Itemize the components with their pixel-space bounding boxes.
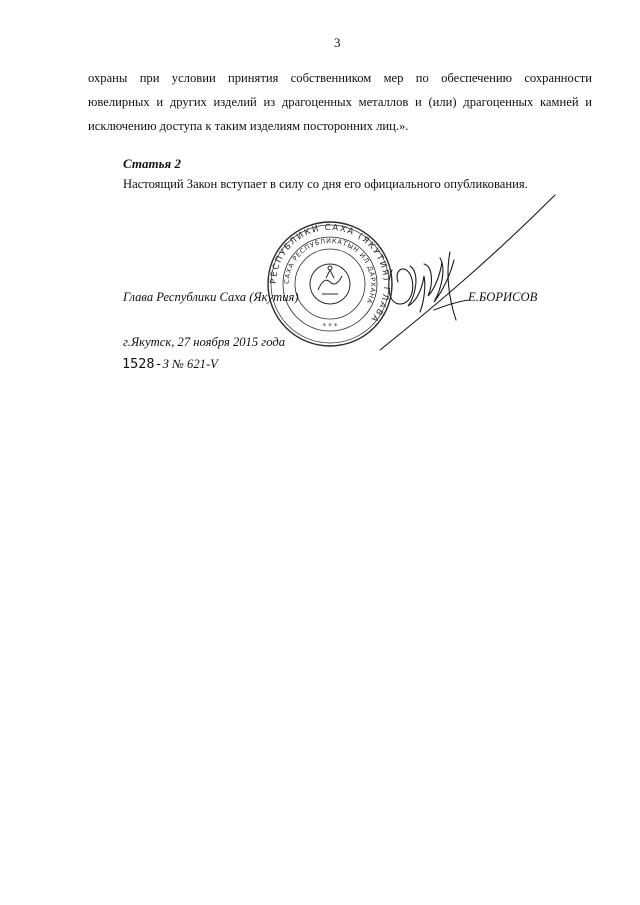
handwritten-signature	[360, 190, 560, 360]
registration-printed: З № 621-V	[162, 357, 218, 371]
article-text: Настоящий Закон вступает в силу со дня его официального опубликования.	[123, 177, 528, 191]
place-date: г.Якутск, 27 ноября 2015 года	[123, 335, 286, 349]
registration-number	[122, 356, 218, 373]
article-heading: Статья 2	[123, 156, 181, 171]
body-line: охраны при условии принятия собственником мер по обеспечению сохранности	[88, 71, 592, 85]
registration-handwritten: 1528-	[122, 356, 163, 372]
emblem-icon	[310, 264, 350, 304]
signer-name: Е.БОРИСОВ	[468, 290, 538, 304]
svg-text:* * *: * * *	[322, 322, 338, 330]
body-line: ювелирных и других изделий из драгоценных металлов и (или) драгоценных камней и	[88, 95, 592, 109]
page-number: 3	[334, 35, 341, 50]
body-line: исключению доступа к таким изделиям посторонних лиц.».	[88, 119, 409, 133]
seal-outer-text: РЕСПУБЛИКИ САХА (ЯКУТИЯ) ГЛАВА	[268, 222, 392, 325]
seal-inner-text: САХА РЕСПУБЛИКАТЫН ИЛ ДАРХАНА	[282, 236, 378, 306]
signer-title: Глава Республики Саха (Якутия)	[123, 290, 299, 304]
body-paragraph	[88, 66, 592, 138]
